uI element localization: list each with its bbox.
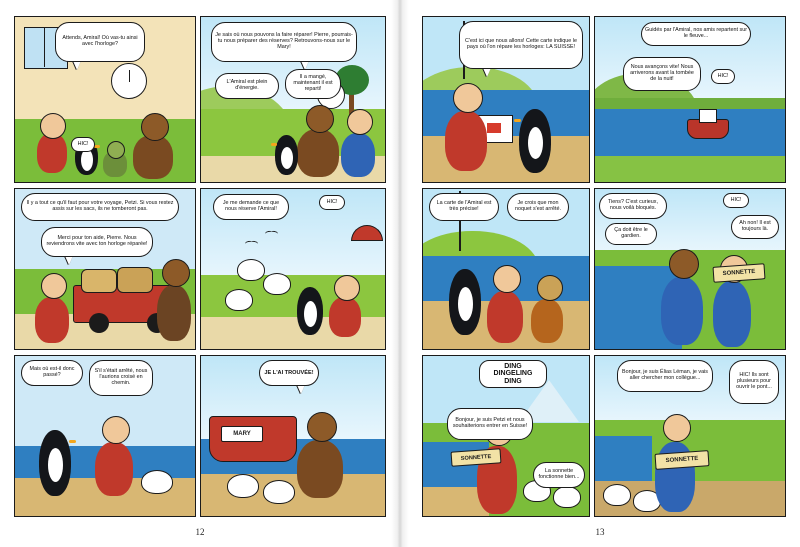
character-petzi <box>35 273 73 343</box>
pingo-belly <box>81 149 93 171</box>
page-number-left: 12 <box>195 527 205 537</box>
panel-3 <box>14 188 196 350</box>
pingo-belly <box>304 301 317 327</box>
balloon-tail <box>65 256 73 265</box>
balloon-8-3: HIC! <box>711 69 735 84</box>
sacks <box>117 267 153 293</box>
petzi-body <box>445 111 487 171</box>
gull-icon <box>265 231 279 237</box>
balloon-1-2: HIC! <box>71 137 95 152</box>
balloon-12-2: HIC! Ils sont plusieurs pour ouvrir le pont... <box>729 360 779 404</box>
goose <box>553 486 581 508</box>
balloon-9-1: La carte de l'Amiral est très précise! <box>429 193 499 221</box>
panel-10 <box>594 188 786 350</box>
petzi-head <box>347 109 373 135</box>
amiral-body <box>661 277 703 345</box>
petzi-head <box>41 273 67 299</box>
pierre-head <box>162 259 190 287</box>
petzi-body <box>487 291 523 343</box>
pingo-belly <box>48 448 63 482</box>
boat-name-sign: MARY <box>221 426 263 442</box>
petzi-head <box>40 113 66 139</box>
petzi-head <box>493 265 521 293</box>
balloon-4-2: HIC! <box>319 195 345 210</box>
sacks <box>81 269 117 293</box>
balloon-10-1: Tiens? C'est curieux, nous voilà bloqués. <box>599 193 667 219</box>
wall-clock <box>111 63 147 99</box>
balloon-12-1: Bonjour, je suis Élias Léman, je vais aller chercher mon collègue... <box>617 360 713 392</box>
sfx-ding: DING DINGELING DING <box>479 360 547 388</box>
character-pingo <box>449 261 483 335</box>
goose <box>225 289 253 311</box>
balloon-8-2: Nous avançons vite! Nous arriverons avant la tombée de la nuit! <box>623 57 701 91</box>
balloon-6-1: JE L'AI TROUVÉE! <box>259 360 319 386</box>
pingo-beak <box>514 119 521 122</box>
petzi-body <box>341 133 375 177</box>
amiral-head <box>307 412 337 442</box>
character-pingo <box>297 281 325 337</box>
pingo-belly <box>281 147 293 169</box>
balloon-1-1: Attends, Amiral! Où vas-tu ainsi avec l'horloge? <box>55 22 145 62</box>
far-bank <box>595 98 785 110</box>
amiral-head <box>141 113 169 141</box>
pingo-belly <box>458 287 473 321</box>
balloon-8-1: Guidés par l'Amiral, nos amis repartent sur le fleuve... <box>641 22 751 46</box>
petzi-body <box>37 133 67 173</box>
character-petzi <box>487 265 527 343</box>
panel-12 <box>594 355 786 517</box>
pingo-beak <box>271 143 277 146</box>
pingo-beak <box>69 440 76 443</box>
amiral-body <box>297 129 339 177</box>
character-amiral <box>661 249 707 345</box>
balloon-10-3: HIC! <box>723 193 749 208</box>
page-number-right: 13 <box>595 527 605 537</box>
goose <box>263 273 291 295</box>
goose <box>237 259 265 281</box>
balloon-3-2: Merci pour ton aide, Pierre. Nous reviendrons vite avec ton horloge réparée! <box>41 227 153 257</box>
panel-6 <box>200 355 386 517</box>
goose <box>141 470 173 494</box>
petzi-head <box>453 83 483 113</box>
character-amiral <box>297 412 347 498</box>
window-cross <box>44 27 45 67</box>
character-pingo <box>519 101 553 173</box>
character-petzi <box>35 113 69 175</box>
goose <box>227 474 259 498</box>
cart-wheel <box>89 313 109 333</box>
pierre-body <box>157 285 191 341</box>
riki-head <box>537 275 563 301</box>
character-amiral <box>133 113 177 179</box>
balloon-9-2: Je crois que mon noquet s'est arrêté. <box>507 193 569 221</box>
character-riki <box>531 275 565 343</box>
gull-icon <box>245 241 259 247</box>
panel-4 <box>200 188 386 350</box>
character-petzi <box>329 275 365 337</box>
balloon-5-1: Mais où est-il donc passé? <box>21 360 83 386</box>
amiral-body <box>297 440 343 498</box>
boat-cabin <box>699 109 717 123</box>
petzi-body <box>329 297 361 337</box>
panel-2 <box>200 16 386 183</box>
near-bank <box>595 156 785 182</box>
character-petzi <box>445 83 491 171</box>
petzi-head <box>334 275 360 301</box>
sonnette-sign: SONNETTE <box>655 450 710 470</box>
panel-8 <box>594 16 786 183</box>
panel-5 <box>14 355 196 517</box>
balloon-7-1: C'est ici que nous allons! Cette carte indique le pays où l'on répare les horloges: LA SUISSE! <box>459 21 583 69</box>
amiral-head <box>306 105 334 133</box>
character-petzi <box>95 416 137 496</box>
balloon-10-2: Ça doit être le gardien. <box>605 223 657 245</box>
balloon-2-2: L'Amiral est plein d'énergie. <box>215 73 279 99</box>
panel-1 <box>14 16 196 183</box>
character-amiral <box>297 105 343 177</box>
character-pierre <box>157 259 195 343</box>
panel-9 <box>422 188 590 350</box>
guard-head <box>663 414 691 442</box>
balloon-3-1: Il y a tout ce qu'il faut pour votre voyage, Petzi. Si vous restez assis sur les sacs, ils ne tomberont pas. <box>21 193 179 221</box>
balloon-10-4: Ah non! Il est toujours là. <box>731 215 779 239</box>
goose <box>263 480 295 504</box>
guard-body <box>713 281 751 347</box>
character-riki <box>103 141 129 177</box>
balloon-2-1: Je sais où nous pouvons la faire réparer! Pierre, pourrais-tu nous préparer des réserves? Retrouvons-nous sur le Mary! <box>211 22 357 62</box>
panel-11 <box>422 355 590 517</box>
amiral-head <box>669 249 699 279</box>
goose <box>603 484 631 506</box>
balloon-tail <box>297 385 305 394</box>
character-pingo <box>39 422 73 496</box>
balloon-tail <box>73 61 81 70</box>
balloon-tail <box>483 68 491 77</box>
balloon-5-2: S'il s'était arrêté, nous l'aurions croisé en chemin. <box>89 360 153 396</box>
right-page <box>400 0 800 547</box>
riki-body <box>531 299 563 343</box>
panel-7 <box>422 16 590 183</box>
balloon-2-3: Il a mangé, maintenant il est reparti! <box>285 69 341 99</box>
balloon-11-1: Bonjour, je suis Petzi et nous souhaiterions entrer en Suisse! <box>447 408 533 440</box>
petzi-head <box>102 416 130 444</box>
balloon-11-2: La sonnette fonctionne bien... <box>533 462 585 488</box>
petzi-body <box>35 297 69 343</box>
balloon-4-1: Je me demande ce que nous réserve l'Amiral! <box>213 194 289 220</box>
character-pingo <box>275 129 299 177</box>
sonnette-sign: SONNETTE <box>451 448 502 466</box>
riki-head <box>107 141 125 159</box>
character-petzi <box>341 109 379 177</box>
petzi-body <box>95 442 133 496</box>
pingo-belly <box>528 127 543 159</box>
amiral-body <box>133 135 173 179</box>
sonnette-sign: SONNETTE <box>713 263 766 283</box>
